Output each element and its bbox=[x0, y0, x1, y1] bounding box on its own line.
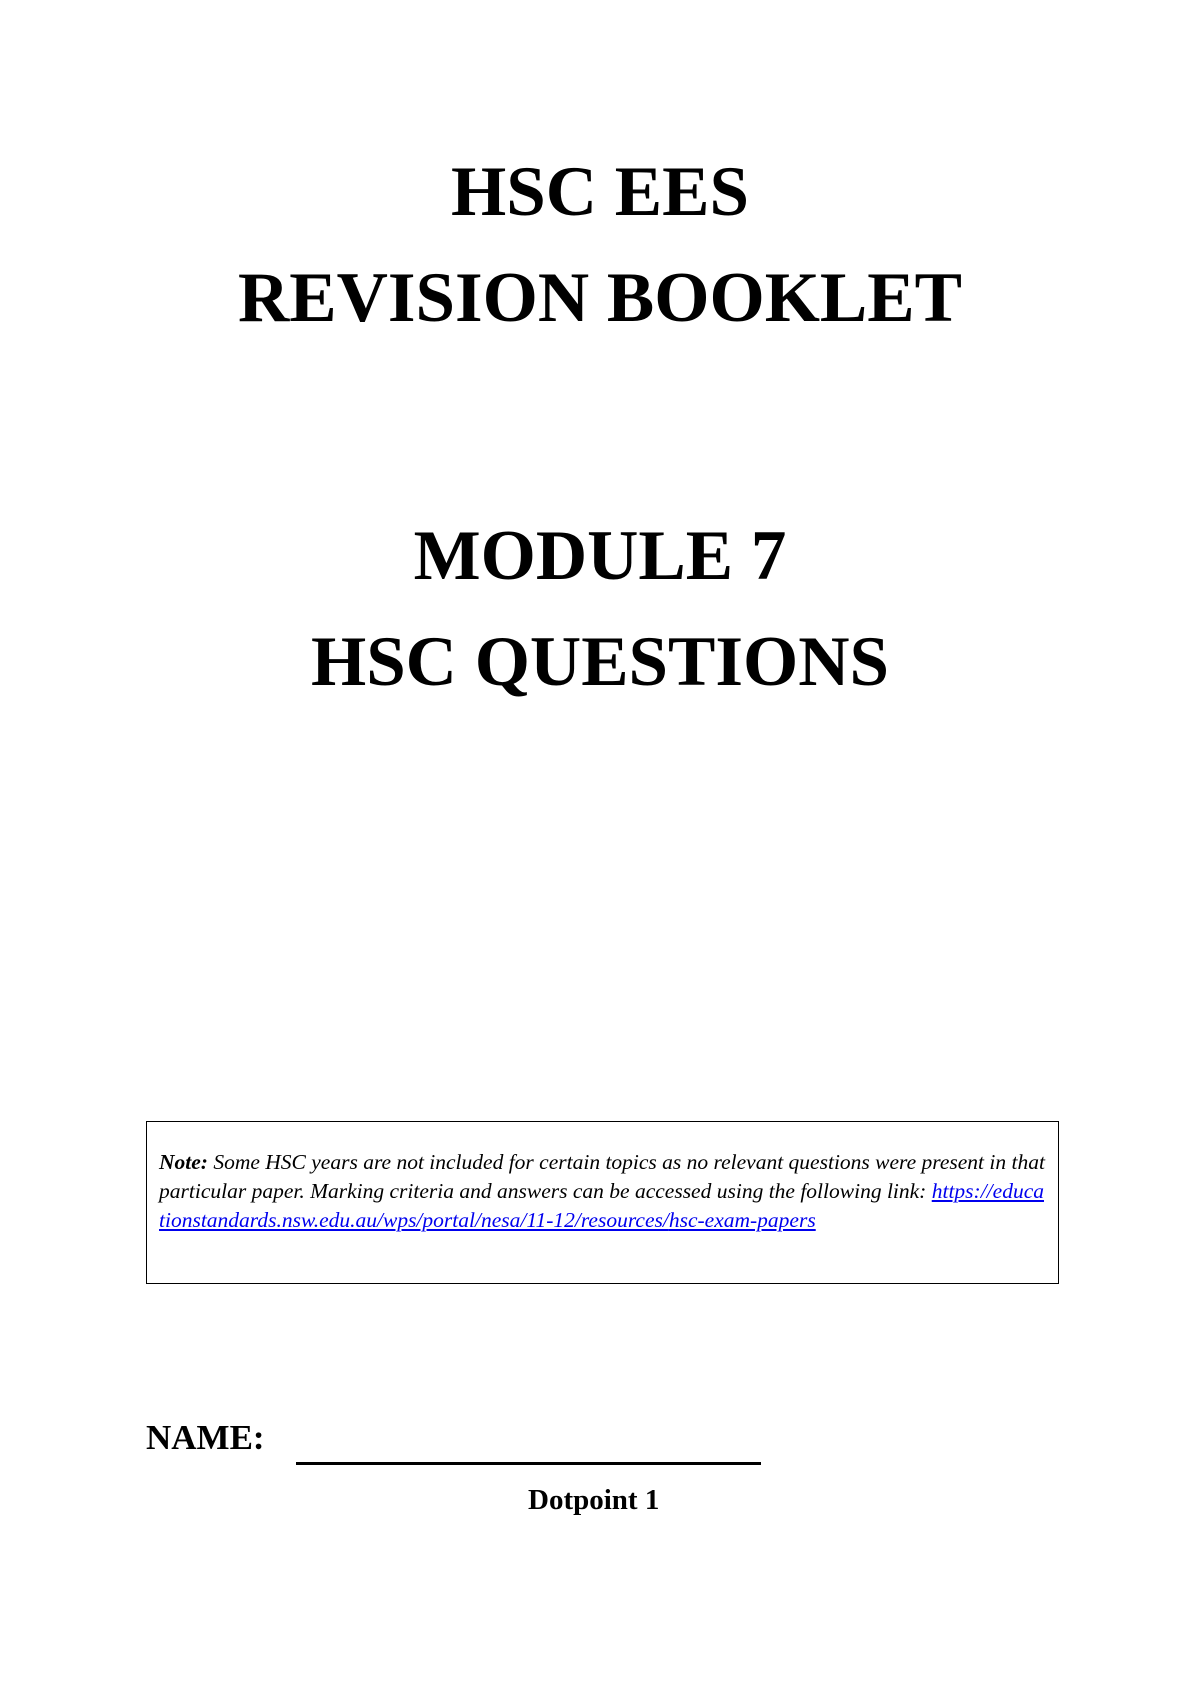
module-subheading: HSC QUESTIONS bbox=[310, 623, 890, 701]
dotpoint-label: Dotpoint 1 bbox=[528, 1484, 660, 1516]
note-box bbox=[146, 1121, 1059, 1284]
module-heading: MODULE 7 bbox=[413, 517, 787, 595]
note-label: Note: bbox=[159, 1150, 208, 1174]
name-label: NAME: bbox=[146, 1418, 265, 1457]
exam-papers-link-part2[interactable]: hsc-exam-papers bbox=[668, 1208, 816, 1232]
note-text: Some HSC years are not included for certain topics as no relevant questions were present in that particular paper. Marking criteria and answers can be accessed using the following link: bbox=[159, 1150, 1045, 1203]
name-field[interactable] bbox=[296, 1462, 761, 1465]
title-line-1: HSC EES bbox=[451, 153, 749, 231]
title-line-2: REVISION BOOKLET bbox=[237, 259, 962, 337]
exam-papers-link-part1[interactable]: https://educationstandards.nsw.edu.au/wps/portal/nesa/11-12/resources/ bbox=[159, 1179, 1044, 1232]
